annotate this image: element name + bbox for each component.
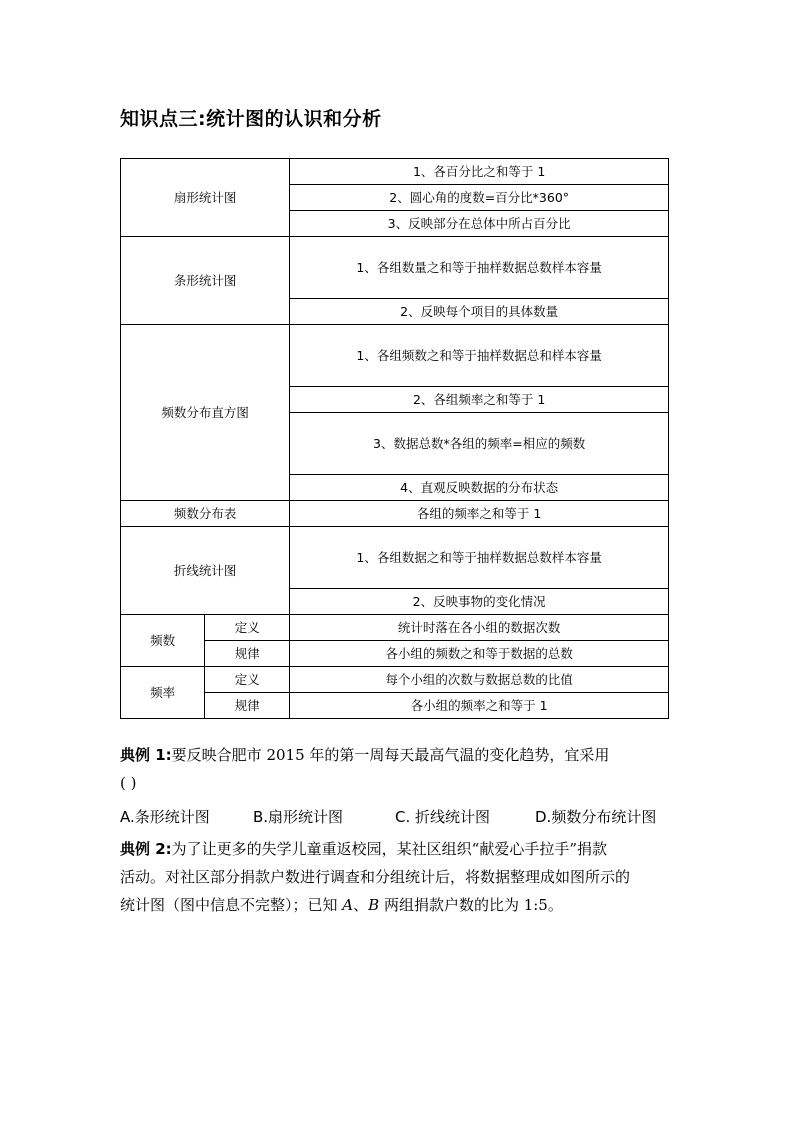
separator: 、 [353, 896, 369, 914]
example-1-label: 典例 1: [120, 746, 172, 764]
answer-blank: ( ) [120, 774, 137, 792]
choice-b[interactable]: B.扇形统计图 [253, 808, 344, 826]
example-2-line-3b: 两组捐款户数的比为 1:5。 [379, 896, 563, 914]
choice-c[interactable]: C. 折线统计图 [395, 808, 491, 826]
pie-point-1: 1、各百分比之和等于 1 [290, 159, 669, 185]
example-2-line-1: 为了让更多的失学儿童重返校园，某社区组织“献爱心手拉手”捐款 [171, 840, 608, 858]
histogram-point-3: 3、数据总数*各组的频率=相应的频数 [290, 413, 669, 475]
frequency-count-def-label: 定义 [205, 615, 290, 641]
histogram-point-4: 4、直观反映数据的分布状态 [290, 475, 669, 501]
pie-point-3: 3、反映部分在总体中所占百分比 [290, 211, 669, 237]
bar-point-2: 2、反映每个项目的具体数量 [290, 299, 669, 325]
histogram-point-2: 2、各组频率之和等于 1 [290, 387, 669, 413]
frequency-count-def-text: 统计时落在各小组的数据次数 [290, 615, 669, 641]
section-title: 知识点三:统计图的认识和分析 [120, 108, 382, 130]
example-2-line-3a: 统计图（图中信息不完整）；已知 [120, 896, 343, 914]
histogram-point-1: 1、各组频数之和等于抽样数据总和样本容量 [290, 325, 669, 387]
frequency-count-label: 频数 [121, 615, 205, 667]
variable-b: B [368, 896, 380, 914]
line-point-1: 1、各组数据之和等于抽样数据总数样本容量 [290, 527, 669, 589]
pie-chart-label: 扇形统计图 [121, 159, 290, 237]
example-2 [120, 835, 672, 919]
example-1-text: 要反映合肥市 2015 年的第一周每天最高气温的变化趋势，宜采用 [171, 746, 610, 764]
histogram-label: 频数分布直方图 [121, 325, 290, 501]
bar-chart-label: 条形统计图 [121, 237, 290, 325]
example-1 [120, 741, 672, 797]
line-chart-label: 折线统计图 [121, 527, 290, 615]
bar-point-1: 1、各组数量之和等于抽样数据总数样本容量 [290, 237, 669, 299]
choice-a[interactable]: A.条形统计图 [120, 808, 210, 826]
choice-d[interactable]: D.频数分布统计图 [535, 808, 657, 826]
frequency-count-rule-text: 各小组的频数之和等于数据的总数 [290, 641, 669, 667]
frequency-rate-rule-label: 规律 [205, 693, 290, 719]
frequency-count-rule-label: 规律 [205, 641, 290, 667]
frequency-rate-def-label: 定义 [205, 667, 290, 693]
frequency-table-label: 频数分布表 [121, 501, 290, 527]
frequency-rate-label: 频率 [121, 667, 205, 719]
frequency-rate-def-text: 每个小组的次数与数据总数的比值 [290, 667, 669, 693]
example-2-line-2: 活动。对社区部分捐款户数进行调查和分组统计后，将数据整理成如图所示的 [120, 868, 631, 886]
example-2-label: 典例 2: [120, 840, 172, 858]
variable-a: A [342, 896, 354, 914]
statistics-chart-table [120, 158, 669, 719]
pie-point-2: 2、圆心角的度数=百分比*360° [290, 185, 669, 211]
frequency-rate-rule-text: 各小组的频率之和等于 1 [290, 693, 669, 719]
frequency-table-point: 各组的频率之和等于 1 [290, 501, 669, 527]
line-point-2: 2、反映事物的变化情况 [290, 589, 669, 615]
